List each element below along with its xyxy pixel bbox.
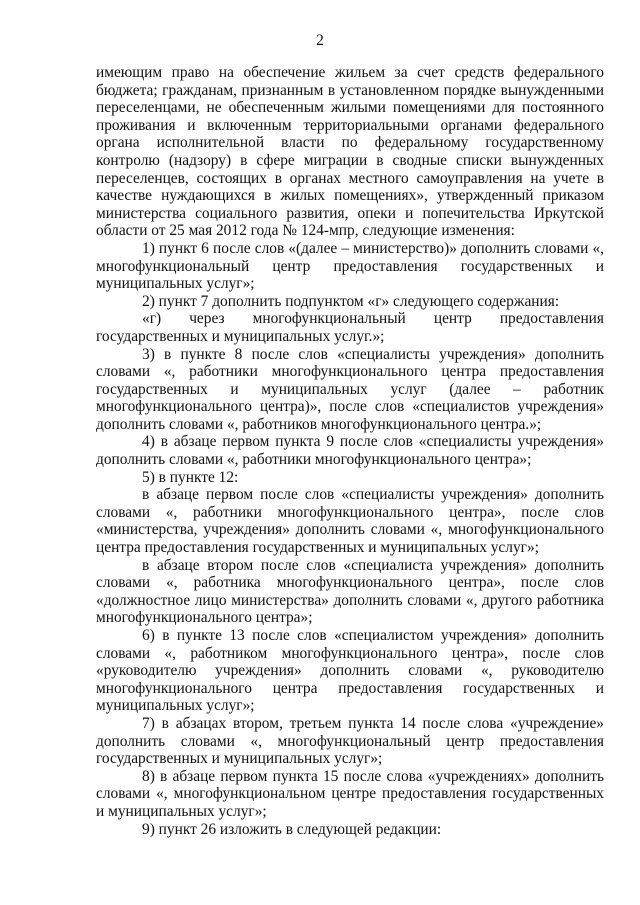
paragraph-item-3: 3) в пункте 8 после слов «специалисты учреждения» дополнить словами «, работники многофункционального центра предоставления государственных и муниципальных услуг (далее – работник многофункционального центра)», после слов «специалистов учреждения» дополнить словами «, работников многофункционального центра.»; — [96, 345, 604, 433]
paragraph-item-5-first: в абзаце первом после слов «специалисты учреждения» дополнить словами «, работники многофункционального центра», после слов «министерства, учреждения» дополнить словами «, многофункционального центра предоставления государственных и муниципальных услуг»; — [96, 486, 604, 557]
paragraph-item-8: 8) в абзаце первом пункта 15 после слова «учреждениях» дополнить словами «, многофункциональном центре предоставления государственных и муниципальных услуг»; — [96, 767, 604, 820]
paragraph-subitem-g: «г) через многофункциональный центр предоставления государственных и муниципальных услуг.»; — [96, 310, 604, 345]
paragraph-item-2: 2) пункт 7 дополнить подпунктом «г» следующего содержания: — [142, 292, 560, 310]
paragraph-item-9: 9) пункт 26 изложить в следующей редакции: — [142, 820, 442, 838]
paragraph-continuation: имеющим право на обеспечение жильем за счет средств федерального бюджета; гражданам, признанным в установленном порядке вынужденными переселенцами, не обеспеченным жилыми помещениями для постоянного проживания и включенным территориальными органами федерального органа исполнительной власти по федеральному государственному контролю (надзору) в сфере миграции в сводные списки вынужденных переселенцев, состоящих в органах местного самоуправления на учете в качестве нуждающихся в жилых помещениях», утвержденный приказом министерства социального развития, опеки и попечительства Иркутской области от 25 мая 2012 года № 124-мпр, следующие изменения: — [96, 64, 604, 240]
paragraph-item-5: 5) в пункте 12: — [142, 468, 239, 486]
document-body — [96, 64, 604, 838]
paragraph-item-5-second: в абзаце втором после слов «специалиста учреждения» дополнить словами «, работника многофункционального центра», после слов «должностное лицо министерства» дополнить словами «, другого работника многофункционального центра»; — [96, 556, 604, 627]
page-number: 2 — [316, 32, 324, 49]
paragraph-item-1: 1) пункт 6 после слов «(далее – министерство)» дополнить словами «, многофункциональный центр предоставления государственных и муниципальных услуг»; — [96, 239, 604, 293]
paragraph-item-7: 7) в абзацах втором, третьем пункта 14 после слова «учреждение» дополнить словами «, многофункциональный центр предоставления государственных и муниципальных услуг»; — [96, 714, 604, 768]
paragraph-item-6: 6) в пункте 13 после слов «специалистом учреждения» дополнить словами «, работником многофункционального центра», после слов «руководителю учреждения» дополнить словами «, руководителю многофункционального центра предоставления государственных и муниципальных услуг»; — [96, 627, 604, 715]
paragraph-item-4: 4) в абзаце первом пункта 9 после слов «специалисты учреждения» дополнить словами «, работники многофункционального центра»; — [96, 433, 604, 469]
